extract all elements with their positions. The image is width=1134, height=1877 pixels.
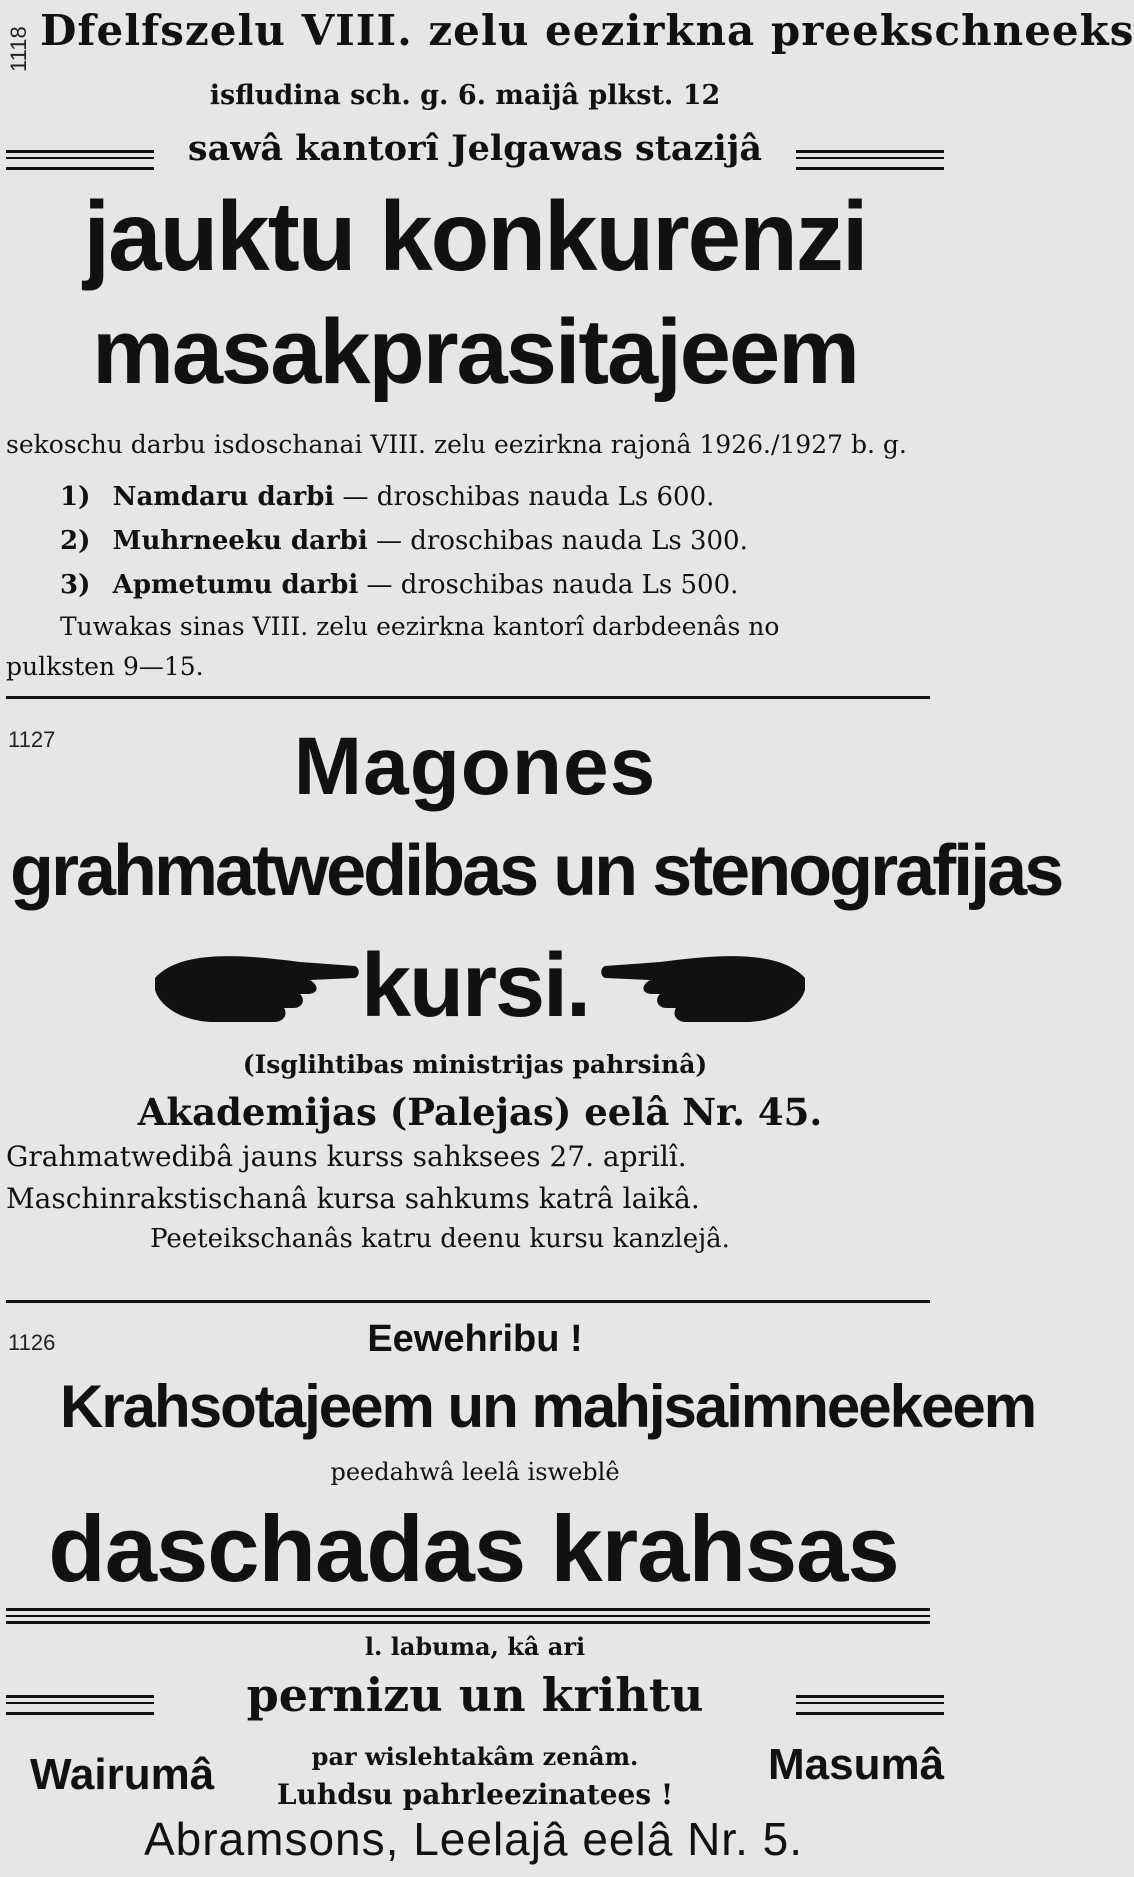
ornament-rule bbox=[6, 1608, 930, 1624]
ad2-headline2: grahmatwedibas un stenografijas bbox=[10, 831, 1062, 911]
pointing-hand-icon bbox=[600, 940, 810, 1030]
ad3-footer: Abramsons, Leelajâ eelâ Nr. 5. bbox=[143, 1813, 804, 1865]
divider bbox=[6, 696, 930, 699]
ad3-line3: par wislehtakâm zenâm. bbox=[311, 1742, 639, 1771]
list-item: 1) Namdaru darbi — droschibas nauda Ls 600. bbox=[60, 482, 715, 512]
ad1-line2: isfludina sch. g. 6. maijâ plkst. 12 bbox=[209, 80, 721, 111]
ad1-headline1: jauktu konkurenzi bbox=[83, 181, 867, 291]
ad1-footer1: Tuwakas sinas VIII. zelu eezirkna kantorî darbdeenâs no bbox=[60, 612, 780, 641]
ornament-rule-right bbox=[796, 150, 944, 170]
divider bbox=[6, 1300, 930, 1303]
ad1-line3: sawâ kantorî Jelgawas stazijâ bbox=[187, 128, 763, 169]
ad1-headline2: masakprasitajeem bbox=[92, 301, 858, 403]
ad2-address: Akademijas (Palejas) eelâ Nr. 45. bbox=[137, 1090, 823, 1134]
ad-number: 1126 bbox=[8, 1330, 56, 1355]
ad-number: 1118 bbox=[6, 26, 31, 72]
list-item: 3) Apmetumu darbi — droschibas nauda Ls 500. bbox=[60, 570, 739, 600]
ad2-sub: (Isglihtibas ministrijas pahrsinâ) bbox=[242, 1050, 708, 1079]
ad3-right-word: Masumâ bbox=[768, 1740, 945, 1789]
ad-number: 1127 bbox=[8, 727, 56, 752]
ad3-title: Eewehribu ! bbox=[367, 1318, 583, 1360]
ad3-headline1: Krahsotajeem un mahjsaimneekeem bbox=[60, 1373, 1036, 1440]
ad3-headline2: daschadas krahsas bbox=[48, 1496, 899, 1601]
ad2-headline3: kursi. bbox=[360, 936, 590, 1036]
ad3-line2: pernizu un krihtu bbox=[246, 1668, 704, 1722]
ornament-rule-right bbox=[796, 1695, 944, 1715]
ornament-rule-left bbox=[6, 1695, 154, 1715]
ornament-rule-left bbox=[6, 150, 154, 170]
ad3-line4: Luhdsu pahrleezinatees ! bbox=[276, 1778, 674, 1811]
ad3-left-word: Wairumâ bbox=[30, 1750, 215, 1799]
ad2-line2: Maschinrakstischanâ kursa sahkums katrâ laikâ. bbox=[6, 1182, 700, 1215]
ad2-headline1: Magones bbox=[293, 721, 657, 812]
ad1-footer2: pulksten 9—15. bbox=[6, 652, 204, 681]
ad1-line4: sekoschu darbu isdoschanai VIII. zelu eezirkna rajonâ 1926./1927 b. g. bbox=[6, 430, 907, 459]
ad3-line1: l. labuma, kâ ari bbox=[364, 1632, 586, 1661]
ad1-line1: Dfelfszelu VIII. zelu eezirkna preekschneeks bbox=[40, 6, 1134, 55]
ad2-line1: Grahmatwedibâ jauns kurss sahksees 27. aprilî. bbox=[6, 1140, 687, 1173]
list-item: 2) Muhrneeku darbi — droschibas nauda Ls 300. bbox=[60, 526, 748, 556]
ad2-line3: Peeteikschanâs katru deenu kursu kanzlejâ. bbox=[150, 1224, 730, 1254]
ad3-sub: peedahwâ leelâ isweblê bbox=[330, 1458, 620, 1486]
ad1-items-list bbox=[60, 475, 940, 607]
